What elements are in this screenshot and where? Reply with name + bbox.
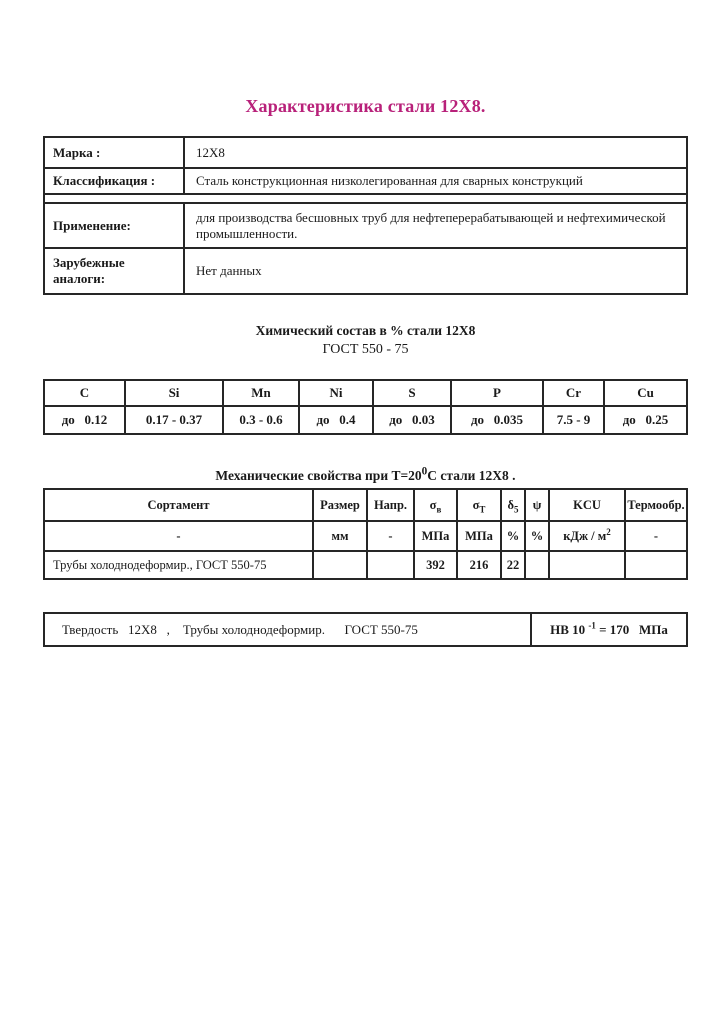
kcu-unit-text: кДж / м: [563, 528, 607, 543]
table-row: [44, 521, 687, 551]
mech-header-sigma-t: [457, 489, 501, 521]
chem-header-cr: Cr: [543, 380, 604, 406]
chem-header-ni: Ni: [299, 380, 373, 406]
hardness-description: Твердость 12Х8 , Трубы холоднодеформир. ГОСТ 550-75: [44, 613, 531, 646]
chem-value-c: до 0.12: [44, 406, 125, 434]
mech-unit-termoobr: -: [625, 521, 687, 551]
steel-info-table: [43, 136, 688, 295]
hb-prefix: HB 10: [550, 621, 589, 637]
mech-header-delta5: [501, 489, 525, 521]
delta-subscript: 5: [514, 504, 519, 514]
application-label: Применение:: [44, 203, 184, 248]
kcu-unit-superscript: 2: [606, 526, 611, 537]
mech-title-prefix: Механические свойства при Т=20: [215, 468, 422, 483]
sigma-v-subscript: в: [436, 504, 442, 514]
mech-section-heading: [43, 465, 688, 484]
table-row: [44, 380, 687, 406]
sigma-t-subscript: Т: [479, 504, 486, 514]
chem-value-mn: 0.3 - 0.6: [223, 406, 299, 434]
foreign-analogs-label: Зарубежные аналоги:: [44, 248, 184, 294]
application-value: для производства бесшовных труб для нефтеперерабатывающей и нефтехимической промышленности.: [184, 203, 687, 248]
chem-value-cr: 7.5 - 9: [543, 406, 604, 434]
mech-row-sortament: Трубы холоднодеформир., ГОСТ 550-75: [44, 551, 313, 579]
mech-header-sortament: Сортамент: [44, 489, 313, 521]
mech-title-suffix: С стали 12Х8 .: [427, 468, 516, 483]
chem-header-s: S: [373, 380, 451, 406]
mech-row-delta5: 22: [501, 551, 525, 579]
table-row: [44, 203, 687, 248]
sigma-symbol: σ: [472, 497, 480, 512]
table-row: [44, 613, 687, 646]
chem-section-heading: [43, 323, 688, 358]
mech-header-sigma-v: [414, 489, 457, 521]
mech-unit-sortament: -: [44, 521, 313, 551]
mech-unit-psi: %: [525, 521, 549, 551]
chem-value-s: до 0.03: [373, 406, 451, 434]
hb-suffix: = 170 МПа: [595, 621, 668, 637]
chem-gost-subtitle: ГОСТ 550 - 75: [322, 342, 409, 357]
mech-row-razmer: [313, 551, 367, 579]
chem-value-si: 0.17 - 0.37: [125, 406, 223, 434]
mech-header-napr: Напр.: [367, 489, 414, 521]
mech-header-kcu: KCU: [549, 489, 625, 521]
table-row: [44, 137, 687, 168]
delta-symbol: δ: [507, 497, 514, 512]
mech-unit-delta5: %: [501, 521, 525, 551]
mech-row-kcu: [549, 551, 625, 579]
chem-header-c: C: [44, 380, 125, 406]
separator-cell: [44, 194, 687, 203]
mech-unit-sigma-t: МПа: [457, 521, 501, 551]
chem-value-p: до 0.035: [451, 406, 543, 434]
page-title: Характеристика стали 12Х8.: [245, 96, 486, 116]
table-row: [44, 168, 687, 194]
mechanical-properties-table: [43, 488, 688, 580]
mech-header-psi: ψ: [525, 489, 549, 521]
mech-row-psi: [525, 551, 549, 579]
table-row: [44, 489, 687, 521]
table-row: [44, 406, 687, 434]
mech-header-termoobr: Термообр.: [625, 489, 687, 521]
classification-label: Классификация :: [44, 168, 184, 194]
separator-row: [44, 194, 687, 203]
mech-header-razmer: Размер: [313, 489, 367, 521]
chem-title: Химический состав в % стали 12Х8: [255, 323, 476, 338]
mech-row-termoobr: [625, 551, 687, 579]
table-row: [44, 551, 687, 579]
hardness-value: [531, 613, 687, 646]
chemical-composition-table: [43, 379, 688, 435]
chem-value-cu: до 0.25: [604, 406, 687, 434]
mech-row-sigma-v: 392: [414, 551, 457, 579]
chem-header-cu: Cu: [604, 380, 687, 406]
mech-unit-razmer: мм: [313, 521, 367, 551]
sigma-symbol: σ: [429, 497, 437, 512]
mech-row-sigma-t: 216: [457, 551, 501, 579]
grade-label: Марка :: [44, 137, 184, 168]
mech-unit-kcu: [549, 521, 625, 551]
chem-header-p: P: [451, 380, 543, 406]
hardness-table: [43, 612, 688, 647]
grade-value: 12Х8: [184, 137, 687, 168]
mech-unit-napr: -: [367, 521, 414, 551]
chem-header-si: Si: [125, 380, 223, 406]
chem-header-mn: Mn: [223, 380, 299, 406]
hb-superscript: -1: [588, 620, 596, 631]
mech-unit-sigma-v: МПа: [414, 521, 457, 551]
chem-value-ni: до 0.4: [299, 406, 373, 434]
classification-value: Сталь конструкционная низколегированная для сварных конструкций: [184, 168, 687, 194]
table-row: [44, 248, 687, 294]
foreign-analogs-value: Нет данных: [184, 248, 687, 294]
mech-row-napr: [367, 551, 414, 579]
mech-title-superscript: 0: [421, 465, 428, 478]
